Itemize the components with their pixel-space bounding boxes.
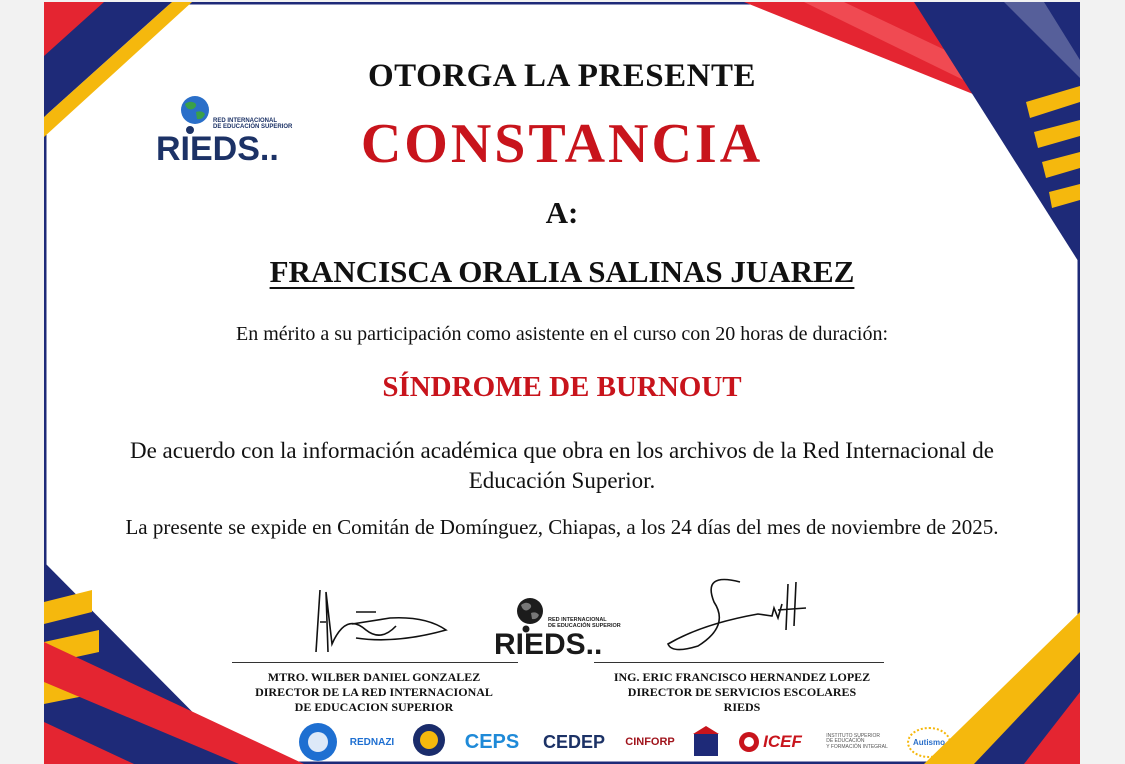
partner-logo-cedep: CEDEP	[542, 731, 605, 752]
partner-logos	[44, 720, 1080, 764]
partner-logo-3	[408, 720, 450, 764]
issue-statement: La presente se expide en Comitán de Domínguez, Chiapas, a los 24 días del mes de noviembre de 2025.	[125, 515, 999, 539]
partner-logo-7	[688, 720, 724, 764]
partner-logo-rednazi: REDNAZI	[349, 736, 395, 748]
partner-logo-cinforp: CINFORP	[625, 736, 675, 748]
logo-wordmark: RIEDS..	[156, 130, 279, 168]
signatory-right: ING. ERIC FRANCISCO HERNANDEZ LOPEZ DIRECTOR DE SERVICIOS ESCOLARES RIEDS	[613, 670, 871, 714]
certificate	[44, 2, 1080, 764]
logo-org-name: RED INTERNACIONAL DE EDUCACIÓN SUPERIOR	[213, 118, 293, 131]
logo-wordmark: RIEDS..	[494, 628, 603, 661]
signature-line-right	[594, 662, 884, 663]
signature-line-left	[232, 662, 518, 663]
logo-org-name: RED INTERNACIONAL DE EDUCACIÓN SUPERIOR	[548, 617, 621, 629]
emblem-icon	[738, 731, 760, 753]
signature-left	[306, 582, 456, 657]
partner-logo-autismo: Autismo	[906, 720, 952, 764]
partner-logo-isef: INSTITUTO SUPERIOR DE EDUCACIÓN Y FORMACIÓN INTEGRAL	[826, 732, 888, 750]
badge-icon	[298, 722, 338, 762]
recipient-name: FRANCISCA ORALIA SALINAS JUAREZ	[269, 254, 855, 289]
page-title: CONSTANCIA	[360, 113, 764, 175]
course-name: SÍNDROME DE BURNOUT	[382, 371, 742, 403]
partner-logo-icef: ICEF	[732, 720, 808, 764]
to-label: A:	[545, 195, 579, 230]
merit-text: En mérito a su participación como asistente en el curso con 20 horas de duración:	[235, 323, 888, 345]
rieds-logo-bottom	[494, 596, 634, 668]
academic-statement: De acuerdo con la información académica que obra en los archivos de la Red Internacional de Educación Superior.	[129, 438, 995, 493]
shield-icon	[410, 722, 448, 762]
building-icon	[691, 724, 721, 760]
signature-right	[662, 574, 812, 659]
partner-logo-ceps: CEPS	[464, 730, 520, 753]
signatory-left: MTRO. WILBER DANIEL GONZALEZ DIRECTOR DE LA RED INTERNACIONAL DE EDUCACION SUPERIOR	[255, 670, 493, 714]
heading: OTORGA LA PRESENTE	[367, 58, 756, 94]
partner-logo-1	[296, 720, 340, 764]
